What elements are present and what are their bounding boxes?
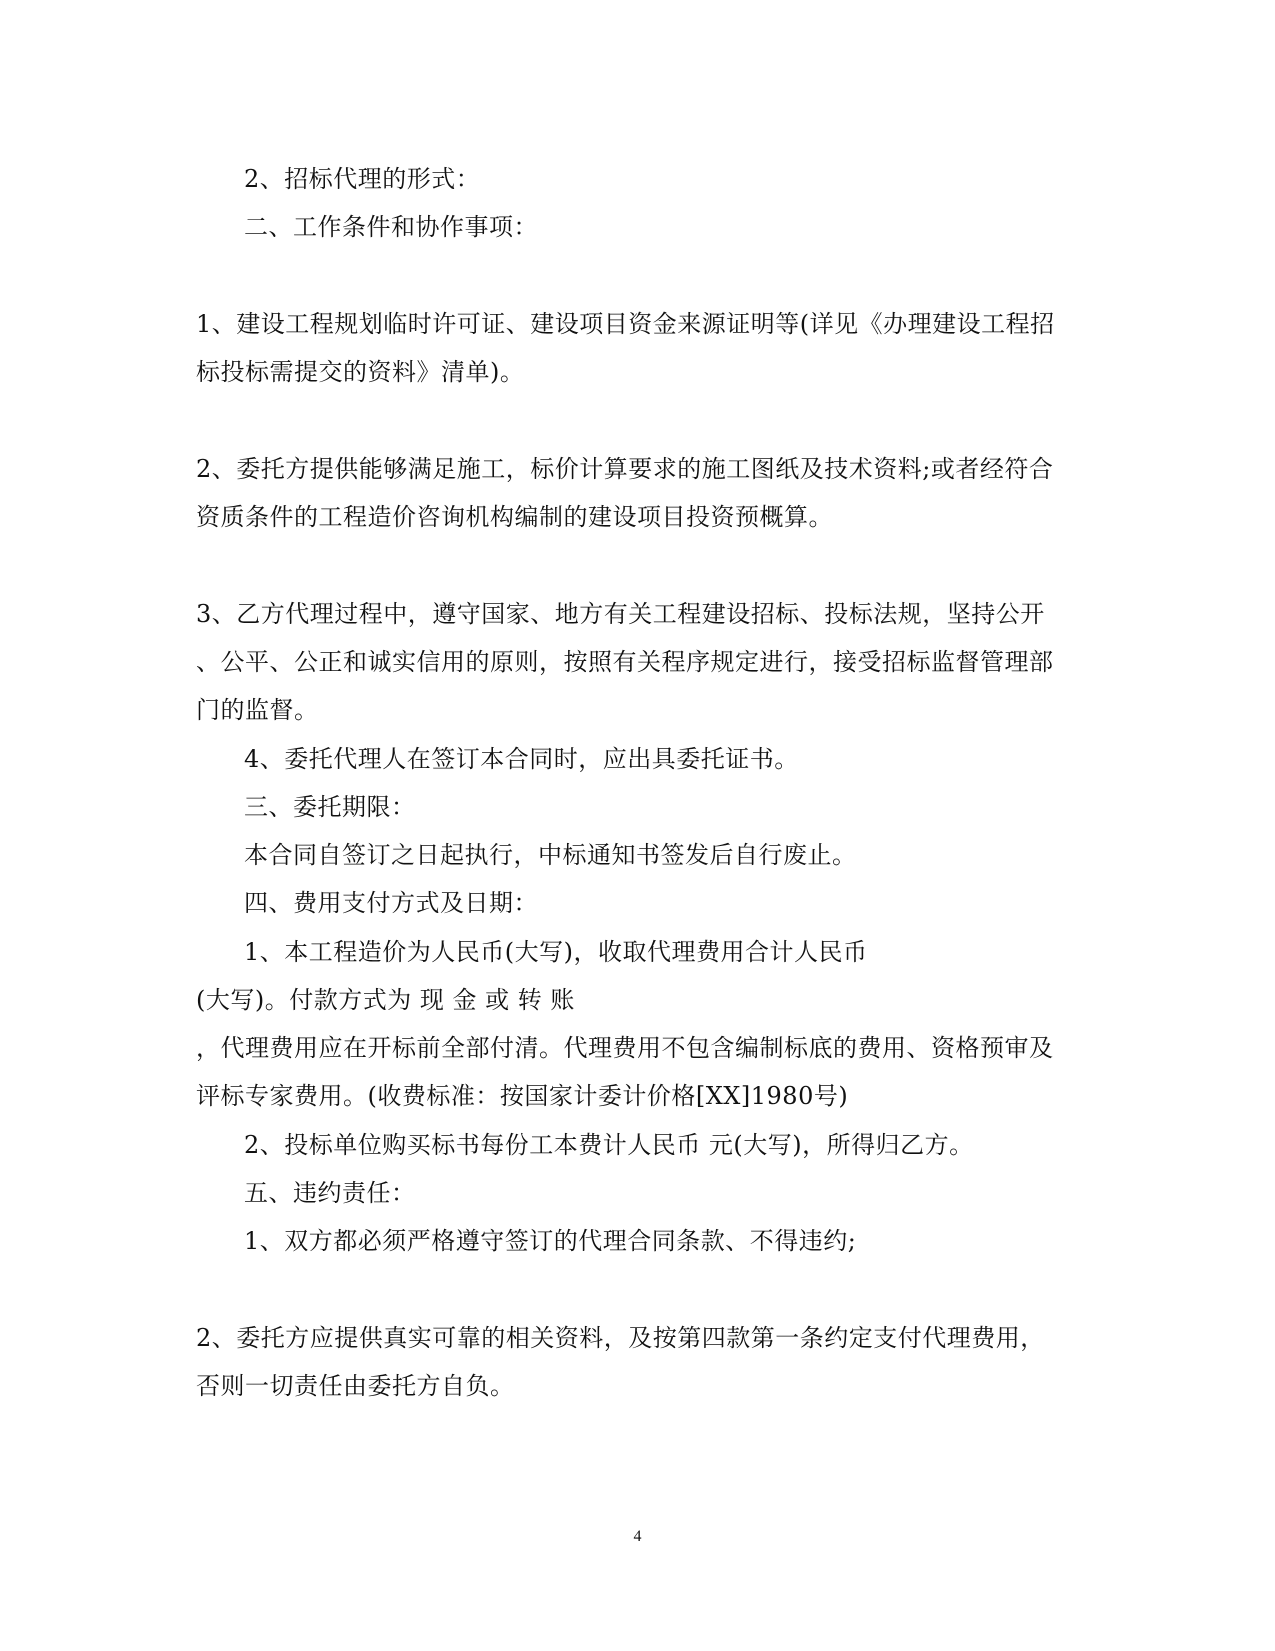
paragraph-line: 2、委托方提供能够满足施工，标价计算要求的施工图纸及技术资料;或者经符合 [196,455,1054,483]
paragraph-line: 1、本工程造价为人民币(大写)，收取代理费用合计人民币 [244,938,868,966]
paragraph-line: 门的监督。 [196,696,319,724]
section-heading: 五、违约责任： [244,1179,416,1207]
paragraph-line: ，代理费用应在开标前全部付清。代理费用不包含编制标底的费用、资格预审及 [196,1034,1054,1062]
paragraph-line: 2、招标代理的形式： [244,165,481,193]
paragraph-line: 本合同自签订之日起执行，中标通知书签发后自行废止。 [244,841,857,869]
paragraph-line: 4、委托代理人在签订本合同时，应出具委托证书。 [244,745,799,773]
paragraph-line: 资质条件的工程造价咨询机构编制的建设项目投资预概算。 [196,503,833,531]
paragraph-line: 、公平、公正和诚实信用的原则，按照有关程序规定进行，接受招标监督管理部 [196,648,1054,676]
paragraph-line: (大写)。付款方式为 现 金 或 转 账 [196,986,575,1014]
paragraph-line: 2、委托方应提供真实可靠的相关资料，及按第四款第一条约定支付代理费用， [196,1324,1045,1352]
paragraph-line: 1、建设工程规划临时许可证、建设项目资金来源证明等(详见《办理建设工程招 [196,310,1055,338]
paragraph-line: 1、双方都必须严格遵守签订的代理合同条款、不得违约; [244,1227,857,1255]
paragraph-line: 否则一切责任由委托方自负。 [196,1372,515,1400]
section-heading: 四、费用支付方式及日期： [244,889,538,917]
page-number: 4 [633,1528,642,1545]
section-heading: 二、工作条件和协作事项： [244,213,538,241]
paragraph-line: 标投标需提交的资料》清单)。 [196,358,525,386]
paragraph-line: 3、乙方代理过程中，遵守国家、地方有关工程建设招标、投标法规，坚持公开 [196,600,1045,628]
paragraph-line: 评标专家费用。(收费标准：按国家计委计价格[XX]1980号) [196,1082,849,1110]
paragraph-line: 2、投标单位购买标书每份工本费计人民币 元(大写)，所得归乙方。 [244,1131,974,1159]
section-heading: 三、委托期限： [244,793,416,821]
